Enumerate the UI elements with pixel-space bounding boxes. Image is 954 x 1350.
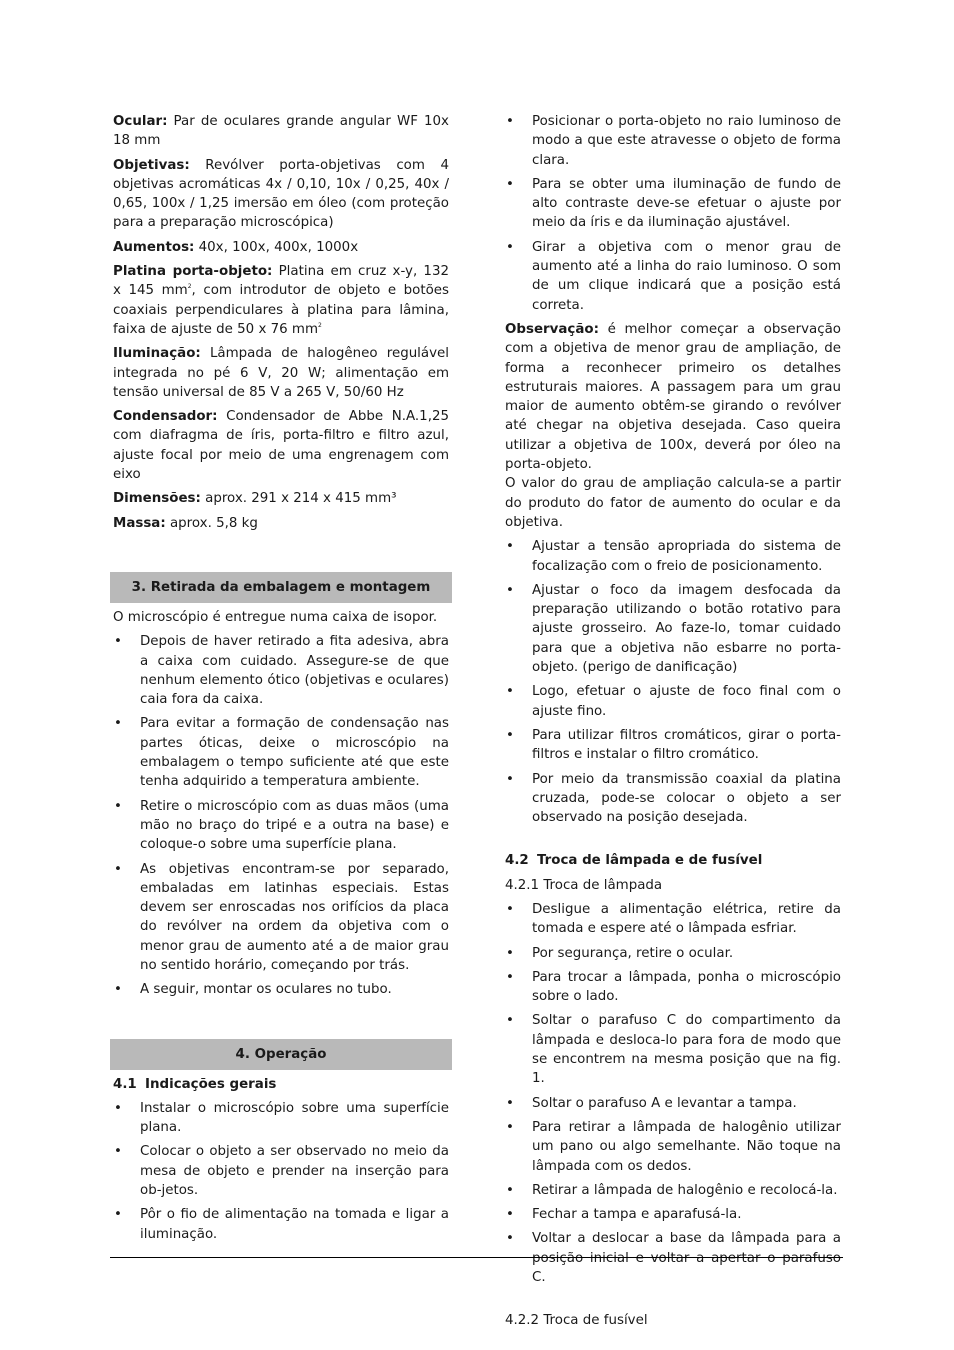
list-item: • Para utilizar filtros cromáticos, girar o porta-filtros e instalar o filtro cromático. [505,726,841,765]
unpacking-list [113,632,449,999]
spec-label: Ocular: [113,114,168,129]
spec-dimensoes [113,489,449,508]
footer-divider [110,1257,843,1258]
spec-text: , com introdutor de objeto e botões coaxiais perpendiculares à platina para lâmina, faixa de ajuste de 50 x 76 mm [113,283,449,337]
list-item: • Para evitar a formação de condensação nas partes óticas, deixe o microscópio na embalagem o tempo suficiente até que este tenha adquirido a temperatura ambiente. [113,714,449,791]
section-heading-unpacking: 3. Retirada da embalagem e montagem [110,572,452,603]
section-heading-operation: 4. Operação [110,1039,452,1070]
list-item: • Retirar a lâmpada de halogênio e recolocá-la. [505,1181,841,1200]
list-item: • Girar a objetiva com o menor grau de aumento até a linha do raio luminoso. O som de um clique indicará que a posição está correta. [505,238,841,315]
spec-text: aprox. 291 x 214 x 415 mm³ [200,491,397,507]
observation-text: é melhor começar a observação com a objetiva de menor grau de ampliação, de forma a reconhecer primeiro os detalhes estruturais maiores. A passagem para um grau maior de aumento obtêm-se girando o revólver até chegar na objetiva desejada. Caso queira utilizar a objetiva de 100x, deverá por óleo na porta-objeto. [505,321,841,473]
spec-text: Lâmpada de halogêneo regulável integrada no pé 6 V, 20 W; alimentação em tensão universal de 85 V a 265 V, 50/60 Hz [113,346,449,400]
list-item: • Instalar o microscópio sobre uma superfície plana. [113,1099,449,1138]
list-item: • Retire o microscópio com as duas mãos (uma mão no braço do tripé e a outra na base) e coloque-o sobre uma superfície plana. [113,797,449,855]
spec-objetivas [113,156,449,233]
list-item: • Voltar a deslocar a base da lâmpada para a posição inicial e voltar a apertar o parafuso C. [505,1229,841,1287]
spec-label: Objetivas: [113,157,190,173]
spec-text: Revólver porta-objetivas com 4 objetivas acromáticas 4x / 0,10, 10x / 0,25, 40x / 0,65, 100x / 1,25 imersão em óleo (com proteção para a preparação microscópica) [113,157,449,231]
spec-text: Condensador de Abbe N.A.1,25 com diafragma de íris, porta-filtro e filtro azul, ajuste focal por meio de uma engrenagem com eixo [113,409,449,483]
spec-text: 40x, 100x, 400x, 1000x [194,239,359,255]
subsection-heading-4-2-2: 4.2.2 Troca de fusível [505,1313,648,1329]
subsection-number: 4.1 [113,1076,137,1092]
superscript: 2 [187,283,192,291]
subsection-number: 4.2 [505,853,529,869]
specifications [113,112,449,533]
spec-label: Dimensões: [113,491,201,507]
list-item: • Para se obter uma iluminação de fundo de alto contraste deve-se efetuar o ajuste por meio da íris e da iluminação ajustável. [505,175,841,233]
list-item: • Por segurança, retire o ocular. [505,944,841,963]
positioning-list [505,112,841,315]
spec-aumentos [113,238,449,257]
spec-label: Condensador: [113,409,218,425]
spec-label: Platina porta-objeto: [113,264,273,280]
general-instructions-list [113,1099,449,1244]
spec-label: Massa: [113,515,166,531]
list-item: • Pôr o fio de alimentação na tomada e ligar a iluminação. [113,1205,449,1244]
spec-iluminacao [113,344,449,402]
left-column [113,112,449,1249]
list-item: • Por meio da transmissão coaxial da platina cruzada, pode-se colocar o objeto a ser observado na posição desejada. [505,770,841,828]
spec-massa [113,514,449,533]
list-item: • Para trocar a lâmpada, ponha o microscópio sobre o lado. [505,968,841,1007]
section-intro: O microscópio é entregue numa caixa de isopor. [113,609,438,625]
list-item: • Ajustar a tensão apropriada do sistema de focalização com o freio de posicionamento. [505,537,841,576]
list-item: • Fechar a tampa e aparafusá-la. [505,1205,841,1224]
observation-label: Observação: [505,321,599,337]
spec-text: Par de oculares grande angular WF 10x 18 mm [113,114,449,149]
list-item: • Colocar o objeto a ser observado no meio da mesa de objeto e prender na inserção para ob-jetos. [113,1142,449,1200]
list-item: • Depois de haver retirado a fita adesiva, abra a caixa com cuidado. Assegure-se de que nenhum elemento ótico (objetivas e oculares) caia fora da caixa. [113,632,449,709]
spec-platina [113,262,449,339]
subsection-heading-4-2 [505,851,841,870]
list-item: • Para retirar a lâmpada de halogênio utilizar um pano ou algo semelhante. Não toque na lâmpada com os dedos. [505,1118,841,1176]
spec-label: Aumentos: [113,239,195,255]
list-item: • Desligue a alimentação elétrica, retire da tomada e espere até o lâmpada esfriar. [505,900,841,939]
list-item: • Posicionar o porta-objeto no raio luminoso de modo a que este atravesse o objeto de forma clara. [505,112,841,170]
list-item: • Logo, efetuar o ajuste de foco final com o ajuste fino. [505,682,841,721]
right-column [505,112,841,1336]
spec-text: Platina em cruz x-y, 132 x 145 mm [113,264,449,299]
list-item: • A seguir, montar os oculares no tubo. [113,980,449,999]
subsection-title: Indicações gerais [145,1076,277,1092]
lamp-replacement-list [505,900,841,1287]
subsection-heading-4-2-1: 4.2.1 Troca de lâmpada [505,877,663,893]
list-item: • As objetivas encontram-se por separado, embaladas em latinhas especiais. Estas devem ser enroscadas nos orifícios da placa do revólver na ordem da objetiva com o menor grau de aumento até a de maior grau no sentido horário, começando por trás. [113,860,449,976]
list-item: • Ajustar o foco da imagem desfocada da preparação utilizando o botão rotativo para ajuste grosseiro. Ao faze-lo, tomar cuidado para que a objetiva não esbarre no porta-objeto. (perigo de danificação) [505,581,841,677]
list-item: • Soltar o parafuso A e levantar a tampa. [505,1094,841,1113]
spec-label: Iluminação: [113,346,201,362]
superscript: 2 [318,321,322,329]
list-item: • Soltar o parafuso C do compartimento da lâmpada e desloca-lo para fora de modo que se encontrem na mesma posição que na fig. 1. [505,1011,841,1088]
focus-list [505,537,841,827]
observation-paragraph [505,320,841,474]
spec-ocular [113,112,449,151]
subsection-title: Troca de lâmpada e de fusível [537,853,763,869]
spec-text: aprox. 5,8 kg [165,515,258,531]
subsection-heading-4-1 [113,1075,449,1094]
spec-condensador [113,407,449,484]
magnification-paragraph: O valor do grau de ampliação calcula-se a partir do produto do fator de aumento do ocular e da objetiva. [505,476,841,530]
